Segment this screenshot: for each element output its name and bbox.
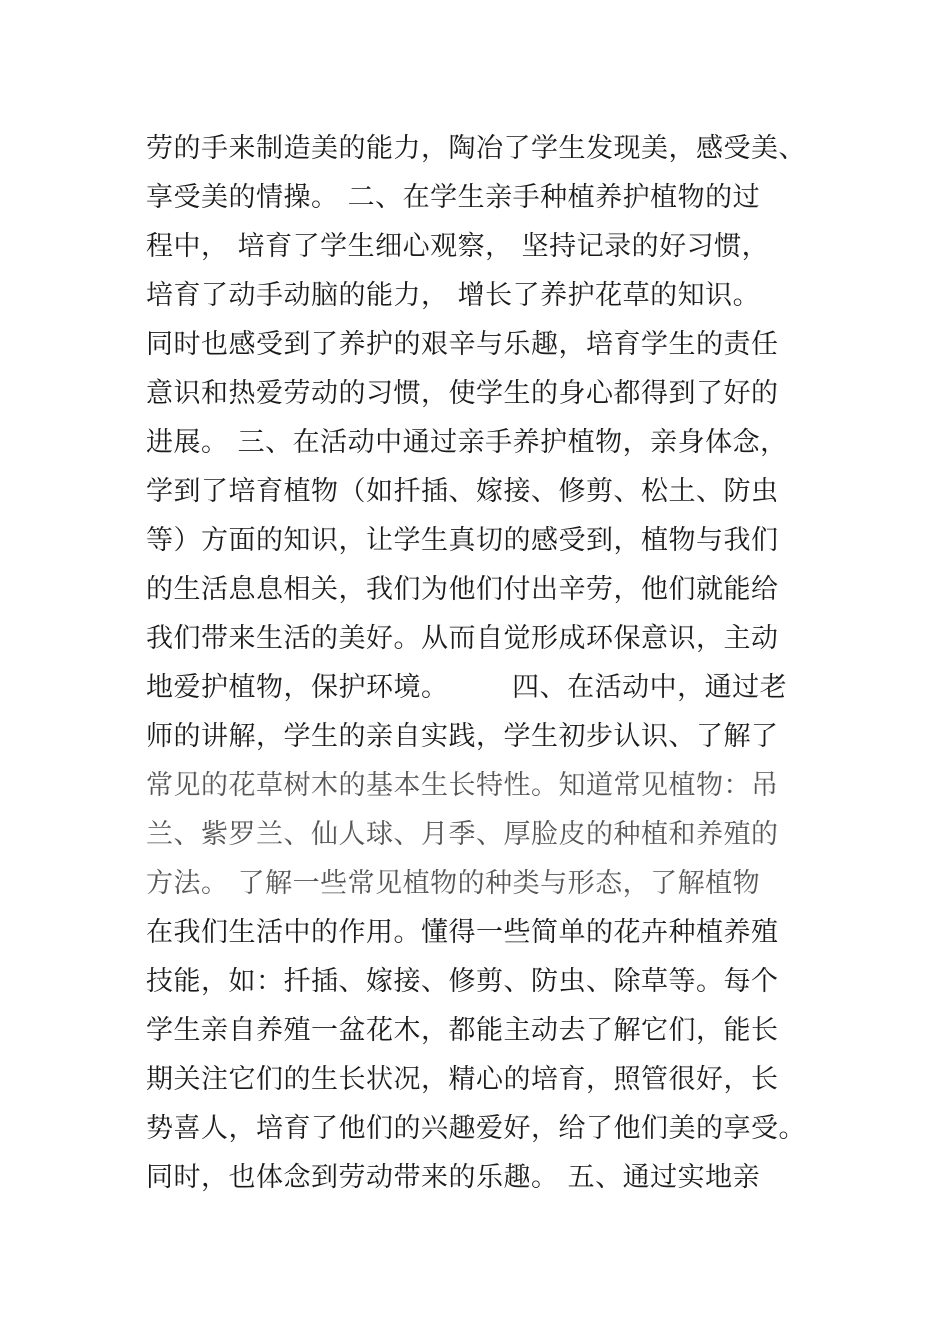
text-line: 培育了动手动脑的能力， 增长了养护花草的知识。 xyxy=(146,280,761,311)
text-line: 进展。 三、在活动中通过亲手养护植物，亲身体念， xyxy=(146,427,788,458)
text-line: 期关注它们的生长状况，精心的培育，照管很好，长 xyxy=(146,1064,779,1095)
text-line: 技能，如：扦插、嫁接、修剪、防虫、除草等。每个 xyxy=(146,966,779,997)
text-line: 势喜人，培育了他们的兴趣爱好，给了他们美的享受。 xyxy=(146,1113,806,1144)
text-line: 意识和热爱劳动的习惯，使学生的身心都得到了好的 xyxy=(146,378,779,409)
text-line: 方法。 了解一些常见植物的种类与形态，了解植物 xyxy=(146,868,761,899)
body-text xyxy=(146,124,836,1202)
text-line: 同时，也体念到劳动带来的乐趣。 五、通过实地亲 xyxy=(146,1162,761,1193)
text-line: 劳的手来制造美的能力，陶冶了学生发现美，感受美、 xyxy=(146,133,806,164)
text-line: 学到了培育植物（如扦插、嫁接、修剪、松土、防虫 xyxy=(146,476,779,507)
text-line: 在我们生活中的作用。懂得一些简单的花卉种植养殖 xyxy=(146,917,779,948)
text-line: 我们带来生活的美好。从而自觉形成环保意识，主动 xyxy=(146,623,779,654)
text-line: 等）方面的知识，让学生真切的感受到，植物与我们 xyxy=(146,525,779,556)
text-line: 兰、紫罗兰、仙人球、月季、厚脸皮的种植和养殖的 xyxy=(146,819,779,850)
text-line: 的生活息息相关，我们为他们付出辛劳，他们就能给 xyxy=(146,574,779,605)
text-line: 地爱护植物，保护环境。 四、在活动中，通过老 xyxy=(146,672,788,703)
text-line: 同时也感受到了养护的艰辛与乐趣，培育学生的责任 xyxy=(146,329,779,360)
text-line: 常见的花草树木的基本生长特性。知道常见植物：吊 xyxy=(146,770,779,801)
text-line: 程中， 培育了学生细心观察， 坚持记录的好习惯， xyxy=(146,231,770,262)
text-line: 学生亲自养殖一盆花木，都能主动去了解它们，能长 xyxy=(146,1015,779,1046)
text-line: 师的讲解，学生的亲自实践，学生初步认识、了解了 xyxy=(146,721,779,752)
text-line: 享受美的情操。 二、在学生亲手种植养护植物的过 xyxy=(146,182,761,213)
